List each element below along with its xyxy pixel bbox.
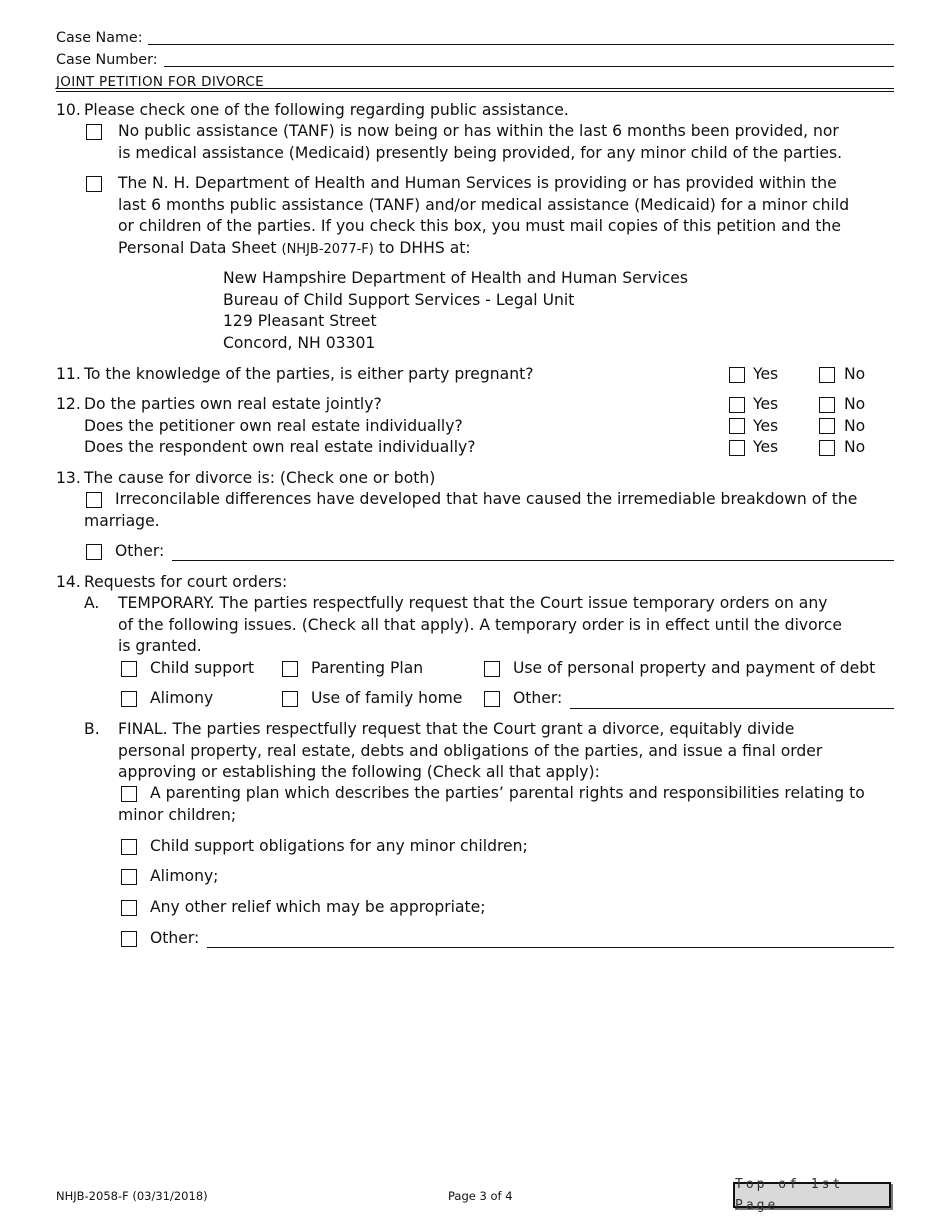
temp-other-label: Other: [513,689,563,707]
final-other-field[interactable] [207,947,894,948]
q11-yes-checkbox[interactable] [729,367,745,383]
q13-other-checkbox[interactable] [86,544,102,560]
q13-irreconcilable-checkbox[interactable] [86,492,102,508]
q14-b-line2: personal property, real estate, debts and obligations of the parties, and issue a final order [118,742,823,760]
q12-petitioner-no-checkbox[interactable] [819,418,835,434]
dhhs-address-line2: Bureau of Child Support Services - Legal Unit [223,291,575,309]
q14-number: 14. [56,573,81,591]
q14-b-line3: approving or establishing the following (Check all that apply): [118,763,600,781]
q12-joint-yes-label: Yes [753,395,779,413]
final-parenting-plan-line1: A parenting plan which describes the parties’ parental rights and responsibilities relating to [150,784,865,802]
header-rule-top [56,88,894,89]
q10-opt2-line1: The N. H. Department of Health and Human Services is providing or has provided within the [118,174,837,192]
top-of-first-page-button[interactable]: Top of 1st Page [733,1182,891,1208]
q13-other-field[interactable] [172,560,894,561]
temp-parenting-plan-label: Parenting Plan [311,659,424,677]
case-name-label: Case Name: [56,30,143,46]
final-other-relief-checkbox[interactable] [121,900,137,916]
q12-line3: Does the respondent own real estate individually? [84,438,476,456]
final-alimony-checkbox[interactable] [121,869,137,885]
final-parenting-plan-line2: minor children; [118,806,237,824]
q13-number: 13. [56,469,81,487]
q14-a-line2: of the following issues. (Check all that apply). A temporary order is in effect until the divorce [118,616,842,634]
final-alimony-label: Alimony; [150,867,219,885]
q12-petitioner-yes-label: Yes [753,417,779,435]
q14-b-line1: FINAL. The parties respectfully request that the Court grant a divorce, equitably divide [118,720,795,738]
q14-a-line3: is granted. [118,637,202,655]
q12-line2: Does the petitioner own real estate individually? [84,417,463,435]
q11-number: 11. [56,365,81,383]
q12-petitioner-no-label: No [844,417,866,435]
dhhs-address-line4: Concord, NH 03301 [223,334,376,352]
q11-no-label: No [844,365,866,383]
temp-personal-property-checkbox[interactable] [484,661,500,677]
q12-line1: Do the parties own real estate jointly? [84,395,382,413]
dhhs-text: to DHHS at: [378,239,471,257]
dhhs-address-line1: New Hampshire Department of Health and Human Services [223,269,689,287]
final-other-label: Other: [150,929,200,947]
q14-text: Requests for court orders: [84,573,288,591]
case-name-field[interactable] [148,44,894,45]
header-rule-bottom [56,91,894,92]
q12-joint-no-checkbox[interactable] [819,397,835,413]
q14-a-line1: TEMPORARY. The parties respectfully request that the Court issue temporary orders on any [118,594,828,612]
dhhs-address-line3: 129 Pleasant Street [223,312,377,330]
form-title: JOINT PETITION FOR DIVORCE [56,74,264,90]
q12-respondent-no-label: No [844,438,866,456]
q12-joint-yes-checkbox[interactable] [729,397,745,413]
temp-other-checkbox[interactable] [484,691,500,707]
q12-respondent-yes-checkbox[interactable] [729,440,745,456]
q11-no-checkbox[interactable] [819,367,835,383]
q12-joint-no-label: No [844,395,866,413]
q10-opt2-line2: last 6 months public assistance (TANF) and/or medical assistance (Medicaid) for a minor child [118,196,850,214]
personal-data-sheet-text: Personal Data Sheet [118,239,277,257]
q12-respondent-yes-label: Yes [753,438,779,456]
case-number-field[interactable] [164,66,894,67]
final-other-relief-label: Any other relief which may be appropriate; [150,898,486,916]
q12-petitioner-yes-checkbox[interactable] [729,418,745,434]
final-other-checkbox[interactable] [121,931,137,947]
q14-b-letter: B. [84,720,100,738]
q10-opt2-line3: or children of the parties. If you check this box, you must mail copies of this petition and the [118,217,841,235]
case-number-label: Case Number: [56,52,158,68]
temp-personal-property-label: Use of personal property and payment of debt [513,659,876,677]
temp-other-field[interactable] [570,708,894,709]
q12-number: 12. [56,395,81,413]
q10-opt2-line4 [118,238,471,261]
q12-respondent-no-checkbox[interactable] [819,440,835,456]
final-child-support-checkbox[interactable] [121,839,137,855]
form-reference: (NHJB-2077-F) [281,242,374,257]
q11-text: To the knowledge of the parties, is either party pregnant? [84,365,534,383]
q14-a-letter: A. [84,594,100,612]
q10-dhhs-assistance-checkbox[interactable] [86,176,102,192]
q11-yes-label: Yes [753,365,779,383]
q13-other-label: Other: [115,542,165,560]
temp-child-support-label: Child support [150,659,255,677]
page-number: Page 3 of 4 [448,1189,513,1203]
q10-opt1-line1: No public assistance (TANF) is now being or has within the last 6 months been provided, nor [118,122,839,140]
temp-parenting-plan-checkbox[interactable] [282,661,298,677]
q10-text: Please check one of the following regarding public assistance. [84,101,569,119]
temp-family-home-label: Use of family home [311,689,463,707]
temp-alimony-label: Alimony [150,689,214,707]
q13-opt1-line1: Irreconcilable differences have developed that have caused the irremediable breakdown of the [115,490,858,508]
temp-child-support-checkbox[interactable] [121,661,137,677]
q13-opt1-line2: marriage. [84,512,160,530]
final-child-support-label: Child support obligations for any minor children; [150,837,528,855]
final-parenting-plan-checkbox[interactable] [121,786,137,802]
q13-text: The cause for divorce is: (Check one or both) [84,469,436,487]
form-number: NHJB-2058-F (03/31/2018) [56,1189,208,1203]
q10-number: 10. [56,101,81,119]
temp-family-home-checkbox[interactable] [282,691,298,707]
temp-alimony-checkbox[interactable] [121,691,137,707]
q10-opt1-line2: is medical assistance (Medicaid) presently being provided, for any minor child of the parties. [118,144,843,162]
q10-no-assistance-checkbox[interactable] [86,124,102,140]
